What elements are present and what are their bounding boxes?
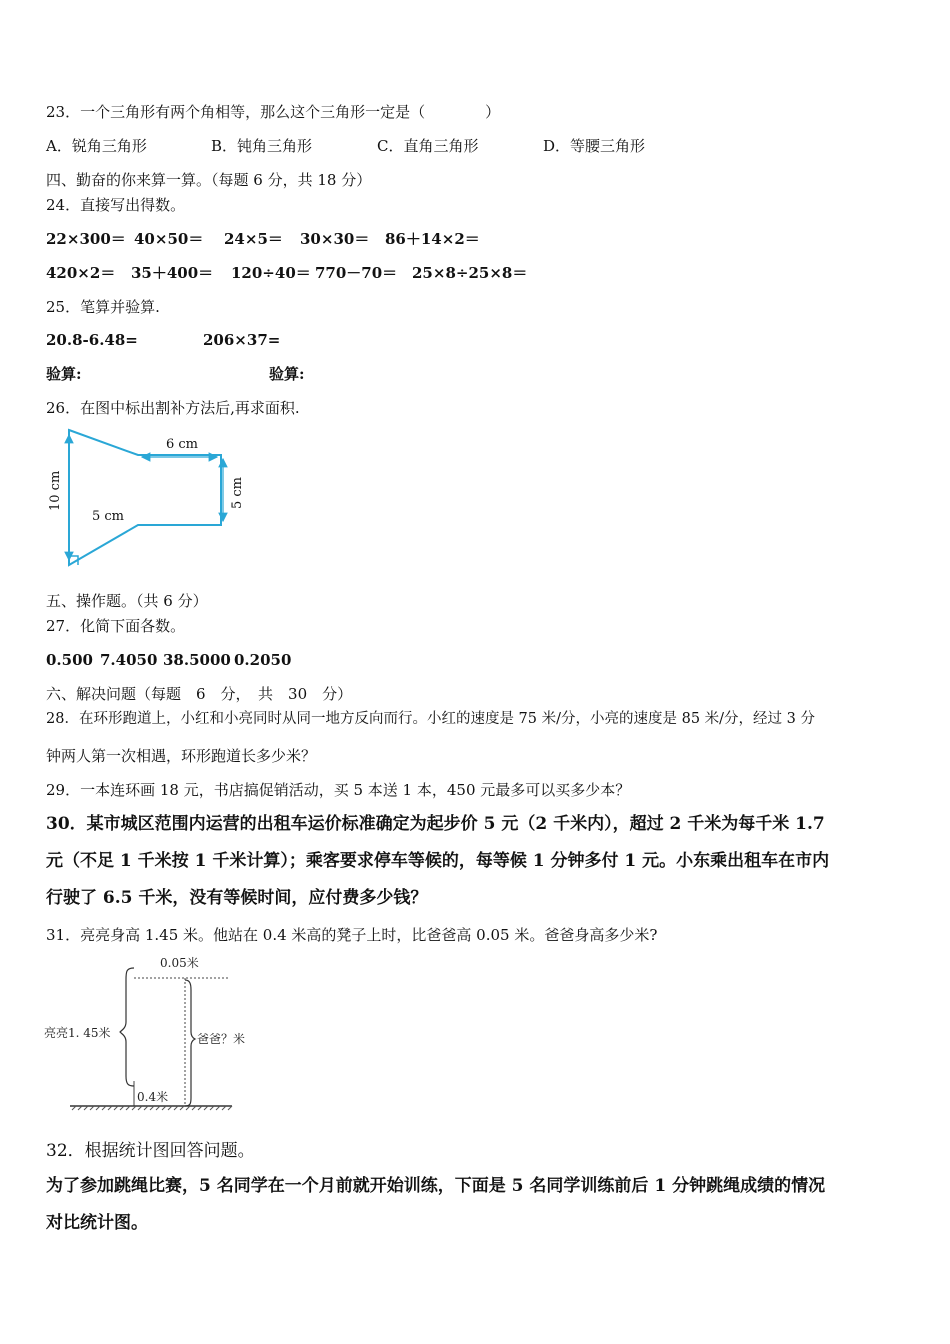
q27-number: 0.500 <box>46 651 93 669</box>
q32-line1: 为了参加跳绳比赛，5 名同学在一个月前就开始训练，下面是 5 名同学训练前后 1 分钟跳绳成绩的情况 <box>46 1176 826 1196</box>
q30-line2: 元（不足 1 千米按 1 千米计算）；乘客要求停车等候的，每等候 1 分钟多付 1 元。小东乘出租车在市内 <box>46 851 830 871</box>
q25-item: 20.8-6.48= <box>46 331 138 349</box>
q31-label-left: 亮亮1. 45米 <box>44 1026 111 1040</box>
q26-shape <box>69 430 221 565</box>
q25-item: 206×37= <box>203 331 281 349</box>
q32-line2: 对比统计图。 <box>46 1213 148 1233</box>
q24-item: 24×5＝ <box>224 230 283 248</box>
q24-item: 420×2＝ <box>46 264 116 282</box>
q30-line3: 行驶了 6.5 千米，没有等候时间，应付费多少钱？ <box>46 888 428 908</box>
section5-heading: 五、操作题。（共 6 分） <box>46 592 208 610</box>
q25-check: 验算: <box>46 365 82 383</box>
q27-number: 0.2050 <box>234 651 292 669</box>
q32-stem: 32．根据统计图回答问题。 <box>46 1141 255 1161</box>
q24-item: 770－70＝ <box>315 264 398 282</box>
q24-item: 86＋14×2＝ <box>385 230 480 248</box>
left-brace <box>120 968 134 1086</box>
q31-label-right: 爸爸？米 <box>197 1032 246 1046</box>
q23-stem: 23．一个三角形有两个角相等，那么这个三角形一定是（ ） <box>46 103 501 121</box>
q24-item: 25×8÷25×8＝ <box>412 264 528 282</box>
q26-stem: 26．在图中标出割补方法后,再求面积. <box>46 399 300 417</box>
q27-number: 38.5000 <box>163 651 231 669</box>
q29: 29．一本连环画 18 元，书店搞促销活动，买 5 本送 1 本，450 元最多可以买多少本？ <box>46 781 631 799</box>
q26-label-left: 10 cm <box>48 470 63 511</box>
q26-label-top: 6 cm <box>166 437 199 452</box>
q23-option-c: C．直角三角形 <box>377 137 479 155</box>
q25-check: 验算: <box>269 365 305 383</box>
q31-label-top: 0.05米 <box>160 956 199 970</box>
q27-stem: 27．化简下面各数。 <box>46 617 186 635</box>
q27-number: 7.4050 <box>100 651 158 669</box>
section6-heading: 六、解决问题（每题 6 分， 共 30 分） <box>46 685 353 703</box>
q30-line1: 30．某市城区范围内运营的出租车运价标准确定为起步价 5 元（2 千米内），超过 2 千米为每千米 1.7 <box>46 814 825 834</box>
q28-line1: 28．在环形跑道上，小红和小亮同时从同一地方反向而行。小红的速度是 75 米/分，小亮的速度是 85 米/分，经过 3 分 <box>46 711 815 727</box>
section4-heading: 四、勤奋的你来算一算。（每题 6 分，共 18 分） <box>46 171 372 189</box>
q23-option-a: A．锐角三角形 <box>46 137 147 155</box>
q26-label-right: 5 cm <box>230 476 245 509</box>
q31-figure <box>40 950 270 1115</box>
q24-item: 35＋400＝ <box>131 264 214 282</box>
q26-figure <box>40 425 260 575</box>
q25-stem: 25．笔算并验算. <box>46 298 160 316</box>
q23-option-d: D．等腰三角形 <box>543 137 646 155</box>
q28-line2: 钟两人第一次相遇，环形跑道长多少米？ <box>46 747 317 765</box>
q31-label-bottom: 0.4米 <box>137 1090 169 1104</box>
q23-option-b: B．钝角三角形 <box>211 137 313 155</box>
q24-item: 22×300＝ <box>46 230 126 248</box>
q26-label-middle: 5 cm <box>92 509 125 524</box>
q24-stem: 24．直接写出得数。 <box>46 196 186 214</box>
q31-stem: 31．亮亮身高 1.45 米。他站在 0.4 米高的凳子上时，比爸爸高 0.05 米。爸爸身高多少米? <box>46 926 658 944</box>
q24-item: 120÷40＝ <box>231 264 311 282</box>
q24-item: 30×30＝ <box>300 230 370 248</box>
right-brace <box>185 980 195 1106</box>
q24-item: 40×50＝ <box>134 230 204 248</box>
